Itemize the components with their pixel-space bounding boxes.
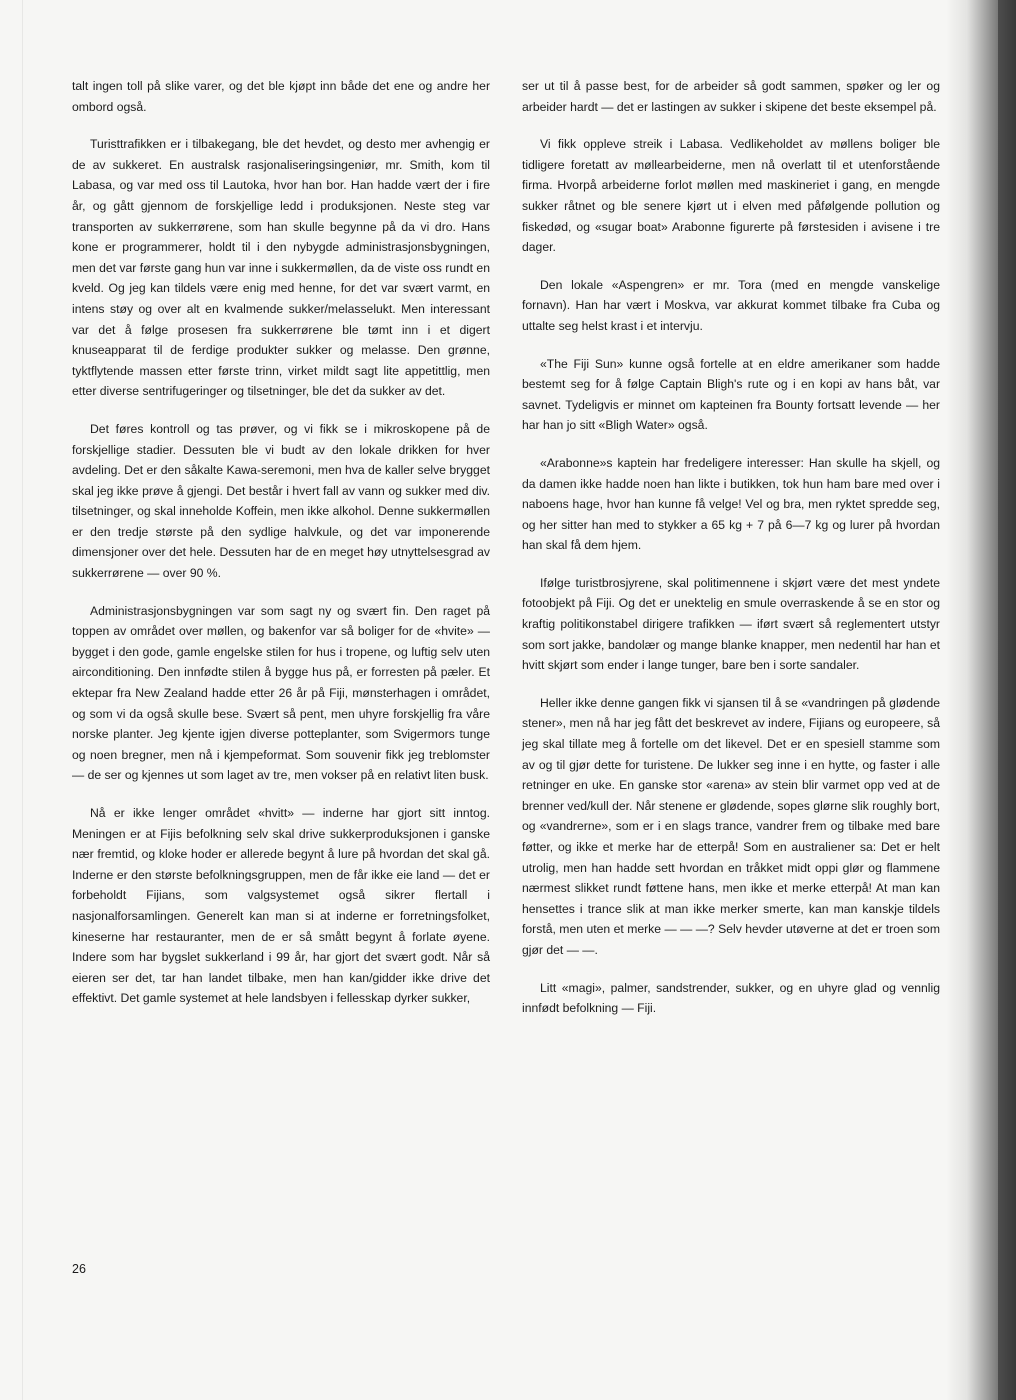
paragraph: Administrasjonsbygningen var som sagt ny og svært fin. Den raget på toppen av området over møllen, og bakenfor var så boliger for de «hvite» — bygget i den gode, gamle engelske stilen for hus i tropene, og luftig selv uten airconditioning. Den innfødte stilen å bygge hus på, er forresten på pæler. Et ektepar fra New Zealand hadde etter 26 år på Fiji, mønsterhagen i området, og som vi da også skulle bese. Svært så pent, men uhyre forskjellig fra våre norske planter. Jeg kjente igjen diverse potteplanter, som Svigermors tunge og noen bregner, men nå i kjempeformat. Som souvenir fikk jeg treblomster — de ser og kjennes ut som laget av tre, men vokser på en relativt liten busk. bbox=[72, 603, 490, 783]
paragraph: Den lokale «Aspengren» er mr. Tora (med en mengde vanskelige fornavn). Han har vært i Moskva, var akkurat kommet tilbake fra Cuba og uttalte seg helst krast i et intervju. bbox=[522, 277, 940, 333]
paragraph: Litt «magi», palmer, sandstrender, sukker, og en uhyre glad og vennlig innfødt befolkning — Fiji. bbox=[522, 980, 940, 1016]
paragraph: Heller ikke denne gangen fikk vi sjansen til å se «vandringen på glødende stener», men nå har jeg fått det beskrevet av indere, Fijians og europeere, så jeg skal tillate meg å fortelle om det likevel. Det er en spesiell stamme som av og til gjør dette for turistene. De lukker seg inne i en hytte, og faster i alle retninger en uke. En ganske stor «arena» av stein blir varmet opp ved at de brenner ved/kull der. Når stenene er glødende, sopes glørne slik roughly bort, og «vandrerne», som er i en slags trance, vandrer frem og tilbake med bare føtter, og ikke et merke har de etterpå! Som en australiener sa: Det er helt utrolig, men han hadde sett hvordan en tråkket midt oppi glør og flammene nærmest slikket rundt føttene hans, men ikke et merke etterpå! At man kan hensettes i trance slik at man ikke merker smerte, kan man kanskje tildels forstå, men uten et merke — — —? Selv hevder utøverne at det er troen som gjør det — —. bbox=[522, 695, 940, 957]
paragraph: Turisttrafikken er i tilbakegang, ble det hevdet, og desto mer avhengig er de av sukkeret. En australsk rasjonaliseringsingeniør, mr. Smith, kom til Labasa, og var med oss til Lautoka, hvor han bor. Han hadde vært der i fire år, og gått gjennom de forskjellige ledd i produksjonen. Neste steg var transporten av sukkerrørene, som han skulle begynne på da vi dro. Hans kone er programmerer, holdt til i den nybygde administrasjonsbygningen, men det var første gang hun var inne i sukkermøllen, da de viste oss rundt en kveld. Og jeg kan tildels være enig med henne, for det var svært varmt, en intens støy og over alt en kvalmende sukker/melasselukt. Men interessant var det å følge prosesen fra sukkerrørene ble tømt inn i et digert knuseapparat til de ferdige produkter sukker og melasse. Den grønne, tyktflytende massen etter første trinn, virket mildt sagt lite appetittlig, men etter diverse sentrifugeringer og tilsetninger, ble det da sukker av det. bbox=[72, 137, 490, 399]
book-spine-edge bbox=[998, 0, 1016, 1400]
page-margin-shadow bbox=[22, 0, 23, 1400]
paragraph: Nå er ikke lenger området «hvitt» — inderne har gjort sitt inntog. Meningen er at Fijis befolkning selv skal drive sukkerproduksjonen i ganske nær fremtid, og kloke hoder er allerede begynt å lure på hvordan det skal gå. Inderne er den største befolkningsgruppen, men de får ikke eie land — det er forbeholdt Fijians, som valgsystemet også sikrer flertall i nasjonalforsamlingen. Generelt kan man si at inderne er forretningsfolket, kineserne har restauranter, men de er så smått begynt å forlate øyene. Indere som har bygslet sukkerland i 99 år, har gjort det svært godt. Når så eieren ser det, tar han landet tilbake, men han kan/gidder ikke drive det effektivt. Det gamle systemet at hele landsbyen i fellesskap dyrker sukker, bbox=[72, 806, 490, 1006]
left-text-column bbox=[72, 76, 490, 1026]
right-text-column bbox=[522, 76, 940, 1036]
paragraph: Det føres kontroll og tas prøver, og vi fikk se i mikroskopene på de forskjellige stadier. Dessuten ble vi budt av den lokale drikken for hver avdeling. Det er den såkalte Kawa-seremoni, men hva de kaller selve brygget skal jeg ikke prøve å gjengi. Det består i hvert fall av vann og sukker med div. tilsetninger, og skal inneholde Koffein, men ikke alkohol. Denne sukkermøllen er den tredje største på den sydlige halvkule, og det var imponerende dimensjoner over det hele. Dessuten har de en meget høy utnyttelsesgrad av sukkerrørene — over 90 %. bbox=[72, 421, 490, 581]
paragraph: «Arabonne»s kaptein har fredeligere interesser: Han skulle ha skjell, og da damen ikke hadde noen han likte i butikken, tok hun ham bare med over i naboens hage, hvor han kunne få velge! Vel og bra, men ryktet spredde seg, og her sitter han med to stykker a 65 kg + 7 på 6—7 kg og lurer på hvordan han skal få dem hjem. bbox=[522, 455, 940, 553]
page-number: 26 bbox=[72, 1262, 86, 1276]
paragraph: ser ut til å passe best, for de arbeider så godt sammen, spøker og ler og arbeider hardt — det er lastingen av sukker i skipene det beste eksempel på. bbox=[522, 79, 940, 114]
paragraph: talt ingen toll på slike varer, og det ble kjøpt inn både det ene og andre her ombord også. bbox=[72, 79, 490, 114]
paragraph: Vi fikk oppleve streik i Labasa. Vedlikeholdet av møllens boliger ble tidligere foretatt av møllearbeiderne, men nå overlatt til et utenforstående firma. Hvorpå arbeiderne forlot møllen med maskineriet i gang, en mengde sukker råtnet og ble senere kjørt ut i elven med påfølgende pollution og fiskedød, og «sugar boat» Arabonne figurerte på førstesiden i avisene i tre dager. bbox=[522, 137, 940, 255]
paragraph: «The Fiji Sun» kunne også fortelle at en eldre amerikaner som hadde bestemt seg for å følge Captain Bligh's rute og i en kopi av hans båt, var savnet. Tydeligvis er minnet om kapteinen fra Bounty fortsatt levende — her har han jo sitt «Bligh Water» også. bbox=[522, 356, 940, 433]
paragraph: Ifølge turistbrosjyrene, skal politimennene i skjørt være det mest yndete fotoobjekt på Fiji. Og det er unektelig en smule overraskende å se en stor og kraftig politikonstabel dirigere trafikken — iført svært så reglementert utstyr som sort jakke, bandolær og mange blanke knapper, men nedentil har han et hvitt skjørt som ender i lange tunger, bare ben i sorte sandaler. bbox=[522, 575, 940, 673]
